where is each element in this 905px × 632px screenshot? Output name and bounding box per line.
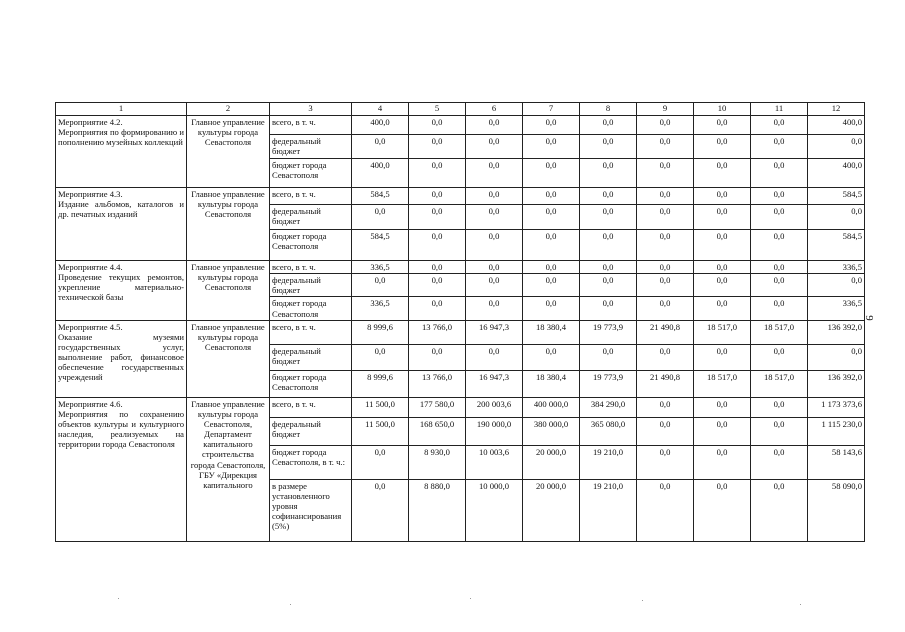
column-header: 9 [637,103,694,116]
value-cell: 0,0 [409,261,466,274]
value-cell: 0,0 [352,135,409,159]
value-cell: 0,0 [694,297,751,320]
value-cell: 0,0 [409,205,466,230]
value-cell: 0,0 [637,274,694,297]
funding-source-cell: всего, в т. ч. [270,320,352,344]
activity-title: Мероприятие 4.3. [58,189,123,199]
value-cell: 0,0 [751,188,808,205]
activity-description-cell [56,188,187,261]
total-value-cell: 584,5 [808,188,865,205]
total-value-cell: 58 090,0 [808,479,865,541]
value-cell: 20 000,0 [523,445,580,479]
column-header: 5 [409,103,466,116]
value-cell: 584,5 [352,230,409,261]
funding-source-cell: всего, в т. ч. [270,397,352,417]
value-cell: 0,0 [409,159,466,188]
value-cell: 0,0 [523,159,580,188]
value-cell: 0,0 [580,188,637,205]
value-cell: 20 000,0 [523,479,580,541]
value-cell: 0,0 [466,230,523,261]
value-cell: 380 000,0 [523,417,580,445]
value-cell: 8 999,6 [352,320,409,344]
activity-description: Мероприятия по формированию и пополнению музейных коллекций [58,127,184,148]
value-cell: 0,0 [352,445,409,479]
value-cell: 0,0 [637,397,694,417]
value-cell: 190 000,0 [466,417,523,445]
value-cell: 0,0 [466,188,523,205]
value-cell: 0,0 [466,274,523,297]
table-row [56,188,865,205]
value-cell: 11 500,0 [352,397,409,417]
value-cell: 0,0 [751,230,808,261]
value-cell: 11 500,0 [352,417,409,445]
executor-cell: Главное управление культуры города Севастополя [187,261,270,321]
funding-source-cell: в размере установленного уровня софинансирования (5%) [270,479,352,541]
activity-description-cell [56,116,187,188]
value-cell: 16 947,3 [466,320,523,344]
value-cell: 16 947,3 [466,370,523,397]
total-value-cell: 58 143,6 [808,445,865,479]
funding-source-cell: федеральный бюджет [270,274,352,297]
value-cell: 0,0 [523,205,580,230]
funding-source-cell: федеральный бюджет [270,205,352,230]
value-cell: 0,0 [637,417,694,445]
value-cell: 0,0 [580,344,637,370]
value-cell: 0,0 [466,297,523,320]
value-cell: 21 490,8 [637,320,694,344]
value-cell: 365 080,0 [580,417,637,445]
value-cell: 336,5 [352,297,409,320]
value-cell: 0,0 [751,344,808,370]
total-value-cell: 400,0 [808,116,865,135]
total-value-cell: 0,0 [808,274,865,297]
value-cell: 0,0 [409,116,466,135]
total-value-cell: 136 392,0 [808,320,865,344]
funding-source-cell: бюджет города Севастополя [270,230,352,261]
value-cell: 0,0 [637,205,694,230]
value-cell: 19 210,0 [580,445,637,479]
value-cell: 0,0 [637,261,694,274]
activity-description-cell [56,320,187,397]
value-cell: 0,0 [751,274,808,297]
value-cell: 8 880,0 [409,479,466,541]
funding-source-cell: бюджет города Севастополя [270,370,352,397]
value-cell: 0,0 [523,297,580,320]
value-cell: 10 003,6 [466,445,523,479]
value-cell: 0,0 [580,159,637,188]
value-cell: 0,0 [523,230,580,261]
value-cell: 0,0 [637,116,694,135]
column-header: 6 [466,103,523,116]
executor-cell: Главное управление культуры города Севастополя [187,116,270,188]
value-cell: 0,0 [694,417,751,445]
table-row [56,261,865,274]
value-cell: 400 000,0 [523,397,580,417]
value-cell: 0,0 [751,479,808,541]
value-cell: 0,0 [409,230,466,261]
value-cell: 0,0 [523,135,580,159]
value-cell: 0,0 [580,274,637,297]
value-cell: 0,0 [580,261,637,274]
value-cell: 0,0 [694,116,751,135]
value-cell: 0,0 [694,397,751,417]
total-value-cell: 1 173 373,6 [808,397,865,417]
value-cell: 0,0 [751,445,808,479]
value-cell: 0,0 [694,205,751,230]
value-cell: 0,0 [637,135,694,159]
value-cell: 0,0 [409,297,466,320]
value-cell: 0,0 [751,159,808,188]
value-cell: 0,0 [751,297,808,320]
funding-source-cell: бюджет города Севастополя [270,297,352,320]
value-cell: 21 490,8 [637,370,694,397]
value-cell: 0,0 [523,261,580,274]
funding-source-cell: федеральный бюджет [270,135,352,159]
column-number-row [56,103,865,116]
value-cell: 0,0 [751,135,808,159]
value-cell: 0,0 [694,230,751,261]
value-cell: 18 380,4 [523,320,580,344]
budget-table [55,102,865,542]
funding-source-cell: бюджет города Севастополя [270,159,352,188]
value-cell: 0,0 [580,135,637,159]
value-cell: 0,0 [580,230,637,261]
value-cell: 168 650,0 [409,417,466,445]
value-cell: 0,0 [751,205,808,230]
value-cell: 8 999,6 [352,370,409,397]
page-number: 9 [862,315,875,321]
total-value-cell: 0,0 [808,135,865,159]
value-cell: 18 517,0 [751,370,808,397]
column-header: 11 [751,103,808,116]
executor-cell: Главное управление культуры города Севастополя, Департамент капитального строительства города Севастополя, ГБУ «Дирекция капитального [187,397,270,541]
value-cell: 0,0 [523,344,580,370]
value-cell: 0,0 [694,344,751,370]
funding-source-cell: федеральный бюджет [270,344,352,370]
value-cell: 400,0 [352,116,409,135]
value-cell: 0,0 [694,274,751,297]
total-value-cell: 400,0 [808,159,865,188]
value-cell: 0,0 [523,116,580,135]
value-cell: 0,0 [466,135,523,159]
activity-title: Мероприятие 4.2. [58,117,123,127]
value-cell: 19 773,9 [580,320,637,344]
total-value-cell: 336,5 [808,261,865,274]
value-cell: 18 380,4 [523,370,580,397]
total-value-cell: 0,0 [808,205,865,230]
column-header: 4 [352,103,409,116]
value-cell: 0,0 [694,135,751,159]
activity-description: Оказание музеями государственных услуг, выполнение работ, финансовое обеспечение государственных учреждений [58,331,184,383]
value-cell: 0,0 [466,344,523,370]
activity-title: Мероприятие 4.4. [58,262,123,272]
value-cell: 400,0 [352,159,409,188]
value-cell: 0,0 [580,116,637,135]
value-cell: 177 580,0 [409,397,466,417]
value-cell: 384 290,0 [580,397,637,417]
column-header: 10 [694,103,751,116]
value-cell: 13 766,0 [409,370,466,397]
value-cell: 0,0 [466,261,523,274]
value-cell: 18 517,0 [751,320,808,344]
column-header: 12 [808,103,865,116]
funding-source-cell: всего, в т. ч. [270,116,352,135]
value-cell: 0,0 [637,188,694,205]
column-header: 7 [523,103,580,116]
value-cell: 19 210,0 [580,479,637,541]
value-cell: 0,0 [580,205,637,230]
funding-source-cell: всего, в т. ч. [270,261,352,274]
executor-cell: Главное управление культуры города Севастополя [187,320,270,397]
value-cell: 0,0 [694,445,751,479]
value-cell: 0,0 [466,116,523,135]
value-cell: 19 773,9 [580,370,637,397]
value-cell: 0,0 [637,230,694,261]
value-cell: 8 930,0 [409,445,466,479]
activity-title: Мероприятие 4.6. [58,398,123,409]
value-cell: 0,0 [637,344,694,370]
total-value-cell: 1 115 230,0 [808,417,865,445]
value-cell: 0,0 [409,274,466,297]
activity-description: Издание альбомов, каталогов и др. печатных изданий [58,199,184,220]
value-cell: 0,0 [409,344,466,370]
value-cell: 0,0 [352,274,409,297]
value-cell: 0,0 [694,261,751,274]
activity-description-cell [56,397,187,541]
value-cell: 200 003,6 [466,397,523,417]
table-body [56,116,865,542]
total-value-cell: 136 392,0 [808,370,865,397]
activity-description: Проведение текущих ремонтов, укрепление материально-технической базы [58,272,184,303]
total-value-cell: 584,5 [808,230,865,261]
value-cell: 0,0 [694,188,751,205]
value-cell: 10 000,0 [466,479,523,541]
column-header: 8 [580,103,637,116]
value-cell: 18 517,0 [694,370,751,397]
column-header: 3 [270,103,352,116]
value-cell: 0,0 [523,274,580,297]
value-cell: 0,0 [523,188,580,205]
value-cell: 0,0 [751,116,808,135]
value-cell: 0,0 [580,297,637,320]
value-cell: 336,5 [352,261,409,274]
value-cell: 0,0 [352,479,409,541]
value-cell: 0,0 [637,445,694,479]
value-cell: 0,0 [409,135,466,159]
value-cell: 0,0 [694,159,751,188]
value-cell: 584,5 [352,188,409,205]
value-cell: 0,0 [751,417,808,445]
funding-source-cell: всего, в т. ч. [270,188,352,205]
activity-title: Мероприятие 4.5. [58,321,123,332]
activity-description-cell [56,261,187,321]
column-header: 2 [187,103,270,116]
value-cell: 0,0 [637,159,694,188]
value-cell: 0,0 [352,205,409,230]
value-cell: 0,0 [751,397,808,417]
executor-cell: Главное управление культуры города Севастополя [187,188,270,261]
value-cell: 0,0 [694,479,751,541]
value-cell: 0,0 [751,261,808,274]
value-cell: 0,0 [637,297,694,320]
value-cell: 18 517,0 [694,320,751,344]
funding-source-cell: федеральный бюджет [270,417,352,445]
value-cell: 0,0 [466,159,523,188]
value-cell: 0,0 [352,344,409,370]
table-row [56,116,865,135]
activity-description: Мероприятия по сохранению объектов культуры и культурного наследия, реализуемых на территории города Севастополя [58,408,184,450]
table-row [56,397,865,417]
column-header: 1 [56,103,187,116]
value-cell: 0,0 [637,479,694,541]
total-value-cell: 336,5 [808,297,865,320]
value-cell: 13 766,0 [409,320,466,344]
value-cell: 0,0 [466,205,523,230]
value-cell: 0,0 [409,188,466,205]
funding-source-cell: бюджет города Севастополя, в т. ч.: [270,445,352,479]
total-value-cell: 0,0 [808,344,865,370]
table-row [56,320,865,344]
